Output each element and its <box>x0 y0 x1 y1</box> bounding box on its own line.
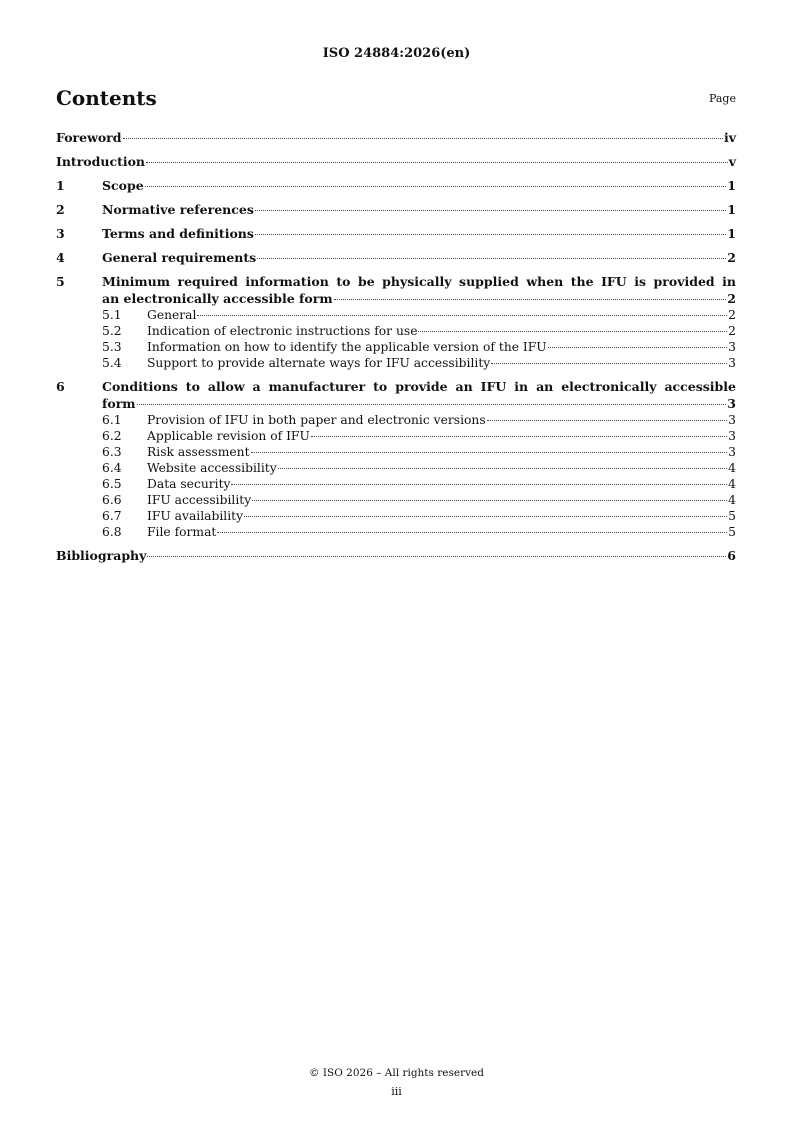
toc-title: General <box>147 308 197 322</box>
dot-leader <box>255 210 726 211</box>
toc-title: Data security <box>147 477 231 491</box>
toc-page: 1 <box>727 202 736 217</box>
toc-title-line-2: an electronically accessible form <box>102 291 333 306</box>
toc-page: 4 <box>728 477 736 491</box>
toc-page: 3 <box>728 340 736 354</box>
toc-subentry-5-4[interactable] <box>56 355 736 371</box>
toc-number: 6.1 <box>102 413 122 427</box>
toc-number: 5.4 <box>102 356 122 370</box>
toc-number: 6 <box>56 379 65 394</box>
dot-leader <box>491 363 727 364</box>
toc-subentry-5-2[interactable] <box>56 323 736 339</box>
toc-page: 3 <box>728 445 736 459</box>
dot-leader <box>137 404 727 405</box>
toc-entry-scope[interactable] <box>56 177 736 194</box>
toc-subentry-6-2[interactable] <box>56 428 736 444</box>
page-column-label: Page <box>708 92 736 105</box>
toc-number: 5.2 <box>102 324 122 338</box>
copyright-notice: © ISO 2026 – All rights reserved <box>309 1067 484 1079</box>
dot-leader <box>217 532 727 533</box>
toc-page: 4 <box>728 493 736 507</box>
dot-leader <box>251 452 728 453</box>
toc-number: 6.2 <box>102 429 122 443</box>
toc-subentry-5-1[interactable] <box>56 307 736 323</box>
toc-number: 5.1 <box>102 308 122 322</box>
toc-number: 5 <box>56 274 65 289</box>
dot-leader <box>255 234 726 235</box>
dot-leader <box>548 347 727 348</box>
toc-title: Applicable revision of IFU <box>147 429 310 443</box>
toc-number: 3 <box>56 226 65 241</box>
document-id: ISO 24884:2026(en) <box>322 46 471 61</box>
toc-number: 6.7 <box>102 509 122 523</box>
toc-number: 6.4 <box>102 461 122 475</box>
dot-leader <box>418 331 727 332</box>
toc-subentry-6-1[interactable] <box>56 412 736 428</box>
toc-title: Website accessibility <box>147 461 277 475</box>
toc-title: Introduction <box>56 154 146 169</box>
toc-entry-bibliography[interactable] <box>56 547 736 564</box>
table-of-contents <box>56 129 736 564</box>
toc-number: 6.3 <box>102 445 122 459</box>
dot-leader <box>146 162 728 163</box>
toc-page: 2 <box>727 250 736 265</box>
toc-subentry-6-3[interactable] <box>56 444 736 460</box>
toc-title: Risk assessment <box>147 445 250 459</box>
toc-title: Information on how to identify the applicable version of the IFU <box>147 340 547 354</box>
toc-page: v <box>728 154 736 169</box>
toc-subentry-6-4[interactable] <box>56 460 736 476</box>
toc-page: 2 <box>727 291 736 306</box>
dot-leader <box>123 138 723 139</box>
toc-title: Support to provide alternate ways for IFU accessibility <box>147 356 491 370</box>
toc-number: 4 <box>56 250 65 265</box>
toc-page: 3 <box>728 429 736 443</box>
toc-page: 2 <box>728 308 736 322</box>
toc-title: Bibliography <box>56 548 147 563</box>
page-number: iii <box>391 1085 402 1098</box>
toc-number: 6.5 <box>102 477 122 491</box>
toc-title: General requirements <box>102 250 257 265</box>
toc-title: Scope <box>102 178 144 193</box>
dot-leader <box>487 420 728 421</box>
toc-page: 1 <box>727 226 736 241</box>
toc-title-line-2: form <box>102 396 136 411</box>
toc-page: 6 <box>727 548 736 563</box>
toc-page: 1 <box>727 178 736 193</box>
toc-title: IFU availability <box>147 509 244 523</box>
toc-entry-general-requirements[interactable] <box>56 249 736 266</box>
dot-leader <box>334 299 727 300</box>
toc-page: 3 <box>727 396 736 411</box>
toc-page: 5 <box>728 509 736 523</box>
toc-entry-conditions[interactable] <box>56 378 736 412</box>
toc-title: Terms and definitions <box>102 226 254 241</box>
toc-title: File format <box>147 525 217 539</box>
toc-number: 5.3 <box>102 340 122 354</box>
toc-number: 1 <box>56 178 65 193</box>
toc-page: 3 <box>728 413 736 427</box>
toc-subentry-6-5[interactable] <box>56 476 736 492</box>
toc-entry-terms-definitions[interactable] <box>56 225 736 242</box>
dot-leader <box>311 436 727 437</box>
dot-leader <box>147 556 726 557</box>
toc-title: Normative references <box>102 202 254 217</box>
toc-title: Provision of IFU in both paper and electronic versions <box>147 413 486 427</box>
dot-leader <box>244 516 727 517</box>
contents-title: Contents <box>56 86 157 110</box>
toc-number: 6.8 <box>102 525 122 539</box>
dot-leader <box>145 186 727 187</box>
toc-number: 2 <box>56 202 65 217</box>
dot-leader <box>278 468 728 469</box>
toc-entry-introduction[interactable] <box>56 153 736 170</box>
toc-entry-normative-references[interactable] <box>56 201 736 218</box>
toc-entry-minimum-required-information[interactable] <box>56 273 736 307</box>
toc-title-line-1: Conditions to allow a manufacturer to provide an IFU in an electronically accessible <box>102 379 736 394</box>
toc-page: 3 <box>728 356 736 370</box>
toc-entry-foreword[interactable] <box>56 129 736 146</box>
toc-title: IFU accessibility <box>147 493 252 507</box>
dot-leader <box>231 484 727 485</box>
toc-subentry-6-6[interactable] <box>56 492 736 508</box>
toc-page: 4 <box>728 461 736 475</box>
toc-page: 5 <box>728 525 736 539</box>
toc-number: 6.6 <box>102 493 122 507</box>
dot-leader <box>252 500 727 501</box>
dot-leader <box>197 315 727 316</box>
toc-subentry-5-3[interactable] <box>56 339 736 355</box>
toc-subentry-6-8[interactable] <box>56 524 736 540</box>
toc-subentry-6-7[interactable] <box>56 508 736 524</box>
dot-leader <box>257 258 726 259</box>
toc-page: iv <box>723 130 736 145</box>
toc-title: Indication of electronic instructions for use <box>147 324 418 338</box>
toc-title-line-1: Minimum required information to be physically supplied when the IFU is provided in <box>102 274 736 289</box>
toc-page: 2 <box>728 324 736 338</box>
toc-title: Foreword <box>56 130 122 145</box>
